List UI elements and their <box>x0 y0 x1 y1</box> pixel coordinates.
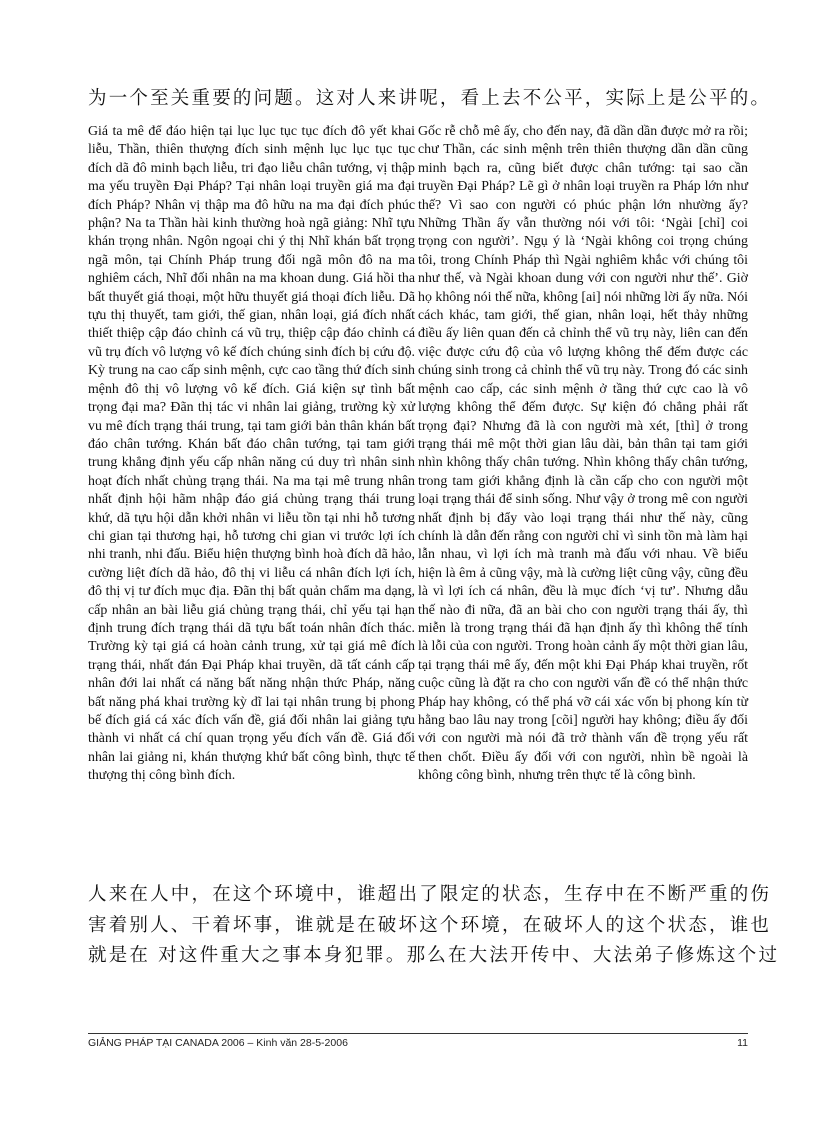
chinese-line: 人来在人中，在这个环境中，谁超出了限定的状态，生存中在不断严重的伤 <box>88 884 772 905</box>
sino-vietnamese-column: Giá ta mê để đáo hiện tại lục lục tục tục đích đô yết khai liễu, Thần, thiên thượng đích sinh mệnh lục lục tục tục đích dã đô minh bạch liễu, tri đạo liễu chân tướng, vị thập ma yếu truyền Đại Pháp? Tại nhân loại truyền giá ma đại đích Pháp? Nhân vị thập ma đô hữu na ma đại đích phúc phận? Na ta Thần hài kinh thường hoà ngã giảng: Nhĩ tựu khán trọng nhân. Ngôn ngoại chi ý thị Nhĩ khán bất trọng ngã môn, tại Chính Pháp trung đối ngã môn đô na ma nghiêm cách, Nhĩ đối nhân na ma khoan dung. Giá hồi tha bất thuyết giá thoại, một hữu thuyết giá thoại đích liễu. Dã tựu thị thuyết, tam giới, thế gian, nhân loại, giá đích nhất thiết thiệp cập đáo chỉnh cá vũ trụ, thiệp cập đáo chỉnh cá vũ trụ đích vô lượng vô kế đích chúng sinh đích bị cứu độ. Kỳ trung na cao cấp sinh mệnh, cực cao tầng thứ đích sinh mệnh đô thị vô lượng vô kế đích. Giá kiện sự tình bất trọng đại ma? Đãn thị tác vi nhân lai giảng, trường kỳ xử vu mê đích trạng thái trung, tại tam giới bản thân khán bất đáo chân tướng. Khán bất đáo chân tướng, tại tam giới trung khẳng định yếu cấp nhân năng cú duy trì nhân sinh hoạt đích nhất chủng trạng thái. Na ma tại mê trung nhân nhất định hội hãm nhập đáo giá chủng trạng thái trung khứ, dã tựu hội dẫn khởi nhân vi liễu tồn tại nhi hỗ tương chi gian tại thương hại, hỗ tương chi gian vi trước lợi ích nhi tranh, nhi đấu. Biểu hiện thượng bình hoà đích dã hảo, cường liệt đích dã hảo, đô thị vi liễu cá nhân đích lợi ích, đô thị vị tư đích mục địa. Đãn thị bất quản chẩm ma dạng, cấp nhân an bài liễu giá chủng trạng thái, chỉ yếu tại hạn định trung đích trạng thái dã tựu bất toán nhân đích thác. Trường kỳ tại giá cá hoàn cảnh trung, xử tại giá mê đích trạng thái, nhất đán Đại Pháp khai truyền, dã tất cánh cấp nhân đới lai nhất cá năng bất năng nhận thức Pháp, năng bất năng phá khai trường kỳ dĩ lai tại nhân trung bị phong bế đích giá cá xác đích vấn đề, giá đối nhân lai giảng tựu thành vi nhất cá chí quan trọng yếu đích vấn đề. Giá đối nhân lai giảng ni, khán thượng khứ bất công bình, thực tế thượng thị công bình đích. <box>88 124 415 784</box>
chinese-heading-line: 为一个至关重要的问题。这对人来讲呢，看上去不公平，实际上是公平的。 <box>88 88 772 109</box>
footer-title: GIẢNG PHÁP TẠI CANADA 2006 – Kinh văn 28-5-2006 <box>88 1037 348 1049</box>
page-number: 11 <box>737 1037 748 1049</box>
chinese-paragraph <box>88 880 780 972</box>
vietnamese-translation-column: Gốc rễ chỗ mê ấy, cho đến nay, đã dần dần được mở ra rồi; chư Thần, các sinh mệnh trên thiên thượng dần dần cũng minh bạch ra, cũng biết được chân tướng: tại sao cần truyền Đại Pháp? Lẽ gì ở nhân loại truyền ra Pháp lớn như thế? Vì sao con người có phúc phận lớn nhường ấy? Những Thần ấy vẫn thường nói với tôi: ‘Ngài [chỉ] coi trọng con người’. Ngụ ý là ‘Ngài không coi trọng chúng tôi, trong Chính Pháp thì Ngài nghiêm khắc với chúng tôi như thế, và Ngài khoan dung với con người như thế’. Giờ họ không nói thế nữa, không [ai] nói những lời ấy nữa. Nói cách khác, tam giới, thế gian, nhân loại, hết thảy những điều ấy liên quan đến cả chỉnh thể vũ trụ này, liên can đến việc được cứu độ của vô lượng không thể đếm được các chúng sinh trong cả chỉnh thể vũ trụ này. Trong đó các sinh mệnh cao cấp, các sinh mệnh ở tầng thứ cực cao là vô lượng không thể đếm được. Sự kiện đó chẳng phải rất trọng đại? Nhưng đã là con người mà xét, [thì] ở trong trạng thái mê một thời gian lâu dài, bản thân tại tam giới nhìn không thấy chân tướng. Nhìn không thấy chân tướng, trong tam giới khẳng định là cần cấp cho con người một loại trạng thái để sinh sống. Như vậy ở trong mê con người nhất định bị đẩy vào loại trạng thái như thế này, cũng chính là dẫn đến rằng con người chỉ vì sinh tồn mà làm hại lẫn nhau, vì lợi ích mà tranh mà đấu với nhau. Về biểu hiện là êm ả cũng vậy, mà là cường liệt cũng vậy, cũng đều là vì lợi ích cá nhân, đều là mục đích ‘vị tư’. Nhưng dẫu thế nào đi nữa, đã an bài cho con người trạng thái ấy, thì miễn là trong trạng thái đã hạn định ấy thì không thể tính là lỗi của con người. Trong hoàn cảnh ấy một thời gian lâu, tại trạng thái mê ấy, đến một khi Đại Pháp khai truyền, rốt cuộc cũng là đặt ra cho con người vấn đề có thể nhận thức Pháp hay không, có thể phá vỡ cái xác vốn bị phong kín từ hằng bao lâu nay trong [cõi] người hay không; điều ấy đối với con người mà nói đã trở thành vấn đề trọng yếu rất then chốt. Điều ấy đối với con người, nhìn bề ngoài là không công bình, nhưng trên thực tế là công bình. <box>418 124 748 784</box>
chinese-line: 就是在 对这件重大之事本身犯罪。那么在大法开传中、大法弟子修炼这个过 <box>88 945 780 966</box>
chinese-line: 害着别人、干着坏事，谁就是在破坏这个环境，在破坏人的这个状态，谁也 <box>88 914 772 936</box>
footer-divider <box>88 1033 748 1034</box>
